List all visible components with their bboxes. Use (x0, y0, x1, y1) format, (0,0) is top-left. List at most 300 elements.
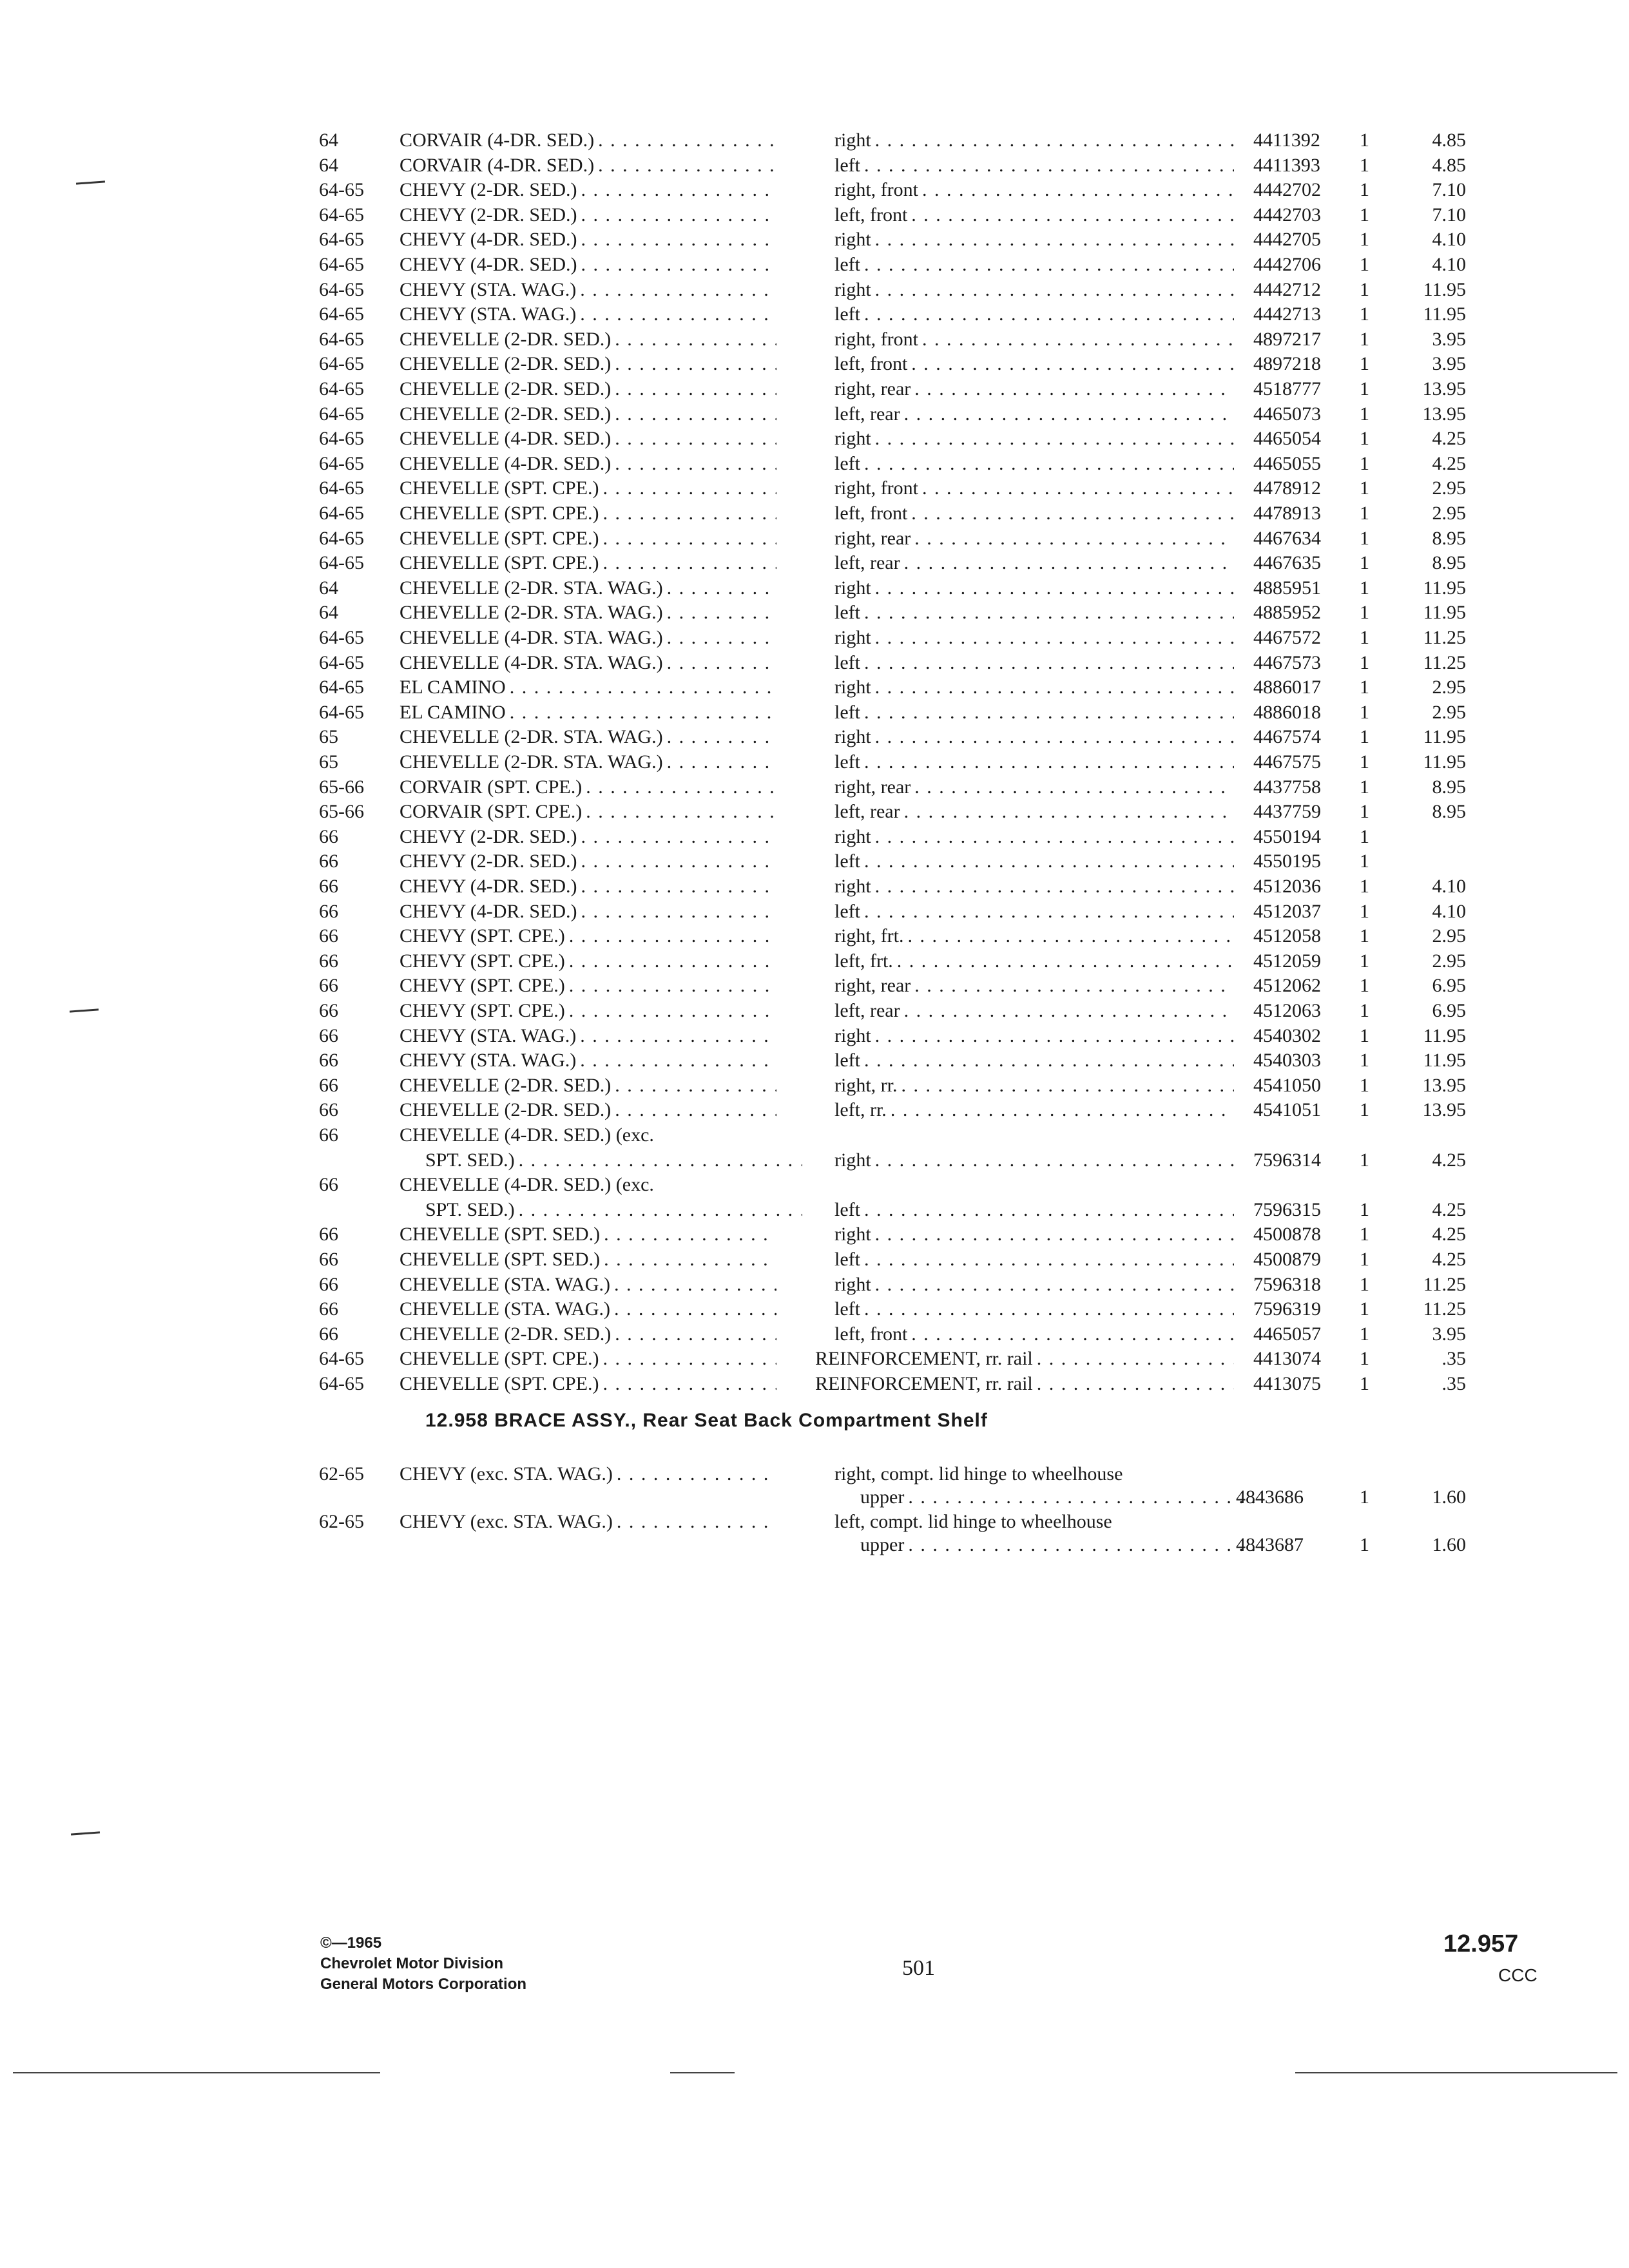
table-row (0, 600, 1629, 626)
part-number: 4442705 (1253, 229, 1321, 250)
model-year: 66 (319, 1075, 338, 1096)
part-description: right . . . (834, 824, 1234, 850)
part-description: right . . . (834, 575, 1234, 601)
price: 4.10 (1432, 876, 1466, 897)
quantity: 1 (1360, 378, 1369, 399)
model-name: CHEVELLE (2-DR. SED.) . . . (400, 1097, 776, 1123)
quantity: 1 (1360, 1224, 1369, 1245)
part-number: 4437759 (1253, 801, 1321, 822)
table-row (0, 426, 1629, 452)
part-number: 4413075 (1253, 1373, 1321, 1394)
part-description: right, frt. . . . (834, 923, 1234, 949)
part-number: 4518777 (1253, 378, 1321, 399)
model-name: CHEVELLE (SPT. SED.) . . . (400, 1222, 776, 1247)
quantity: 1 (1360, 303, 1369, 325)
table-row (0, 1222, 1629, 1247)
model-year: 65 (319, 751, 338, 773)
model-name: EL CAMINO . . . (400, 700, 776, 726)
model-name: CHEVY (4-DR. SED.) . . . (400, 252, 776, 278)
table-row (0, 849, 1629, 874)
price: 7.10 (1432, 204, 1466, 226)
model-year: 66 (319, 1249, 338, 1270)
footer-publisher (320, 1933, 526, 1995)
table-row (0, 202, 1629, 228)
table-row (0, 1148, 1629, 1173)
part-number: 4413074 (1253, 1348, 1321, 1369)
model-year: 64-65 (319, 378, 364, 399)
quantity: 1 (1360, 329, 1369, 350)
quantity: 1 (1360, 528, 1369, 549)
quantity: 1 (1360, 901, 1369, 922)
model-name: CHEVELLE (SPT. CPE.) . . . (400, 1371, 776, 1397)
price: 11.95 (1423, 1025, 1466, 1046)
model-year: 66 (319, 1000, 338, 1021)
part-number: 4478913 (1253, 503, 1321, 524)
model-name: CHEVELLE (2-DR. SED.) . . . (400, 351, 776, 377)
part-description: right, rear . . . (834, 526, 1234, 552)
table-row (0, 376, 1629, 402)
model-year: 66 (319, 1050, 338, 1071)
model-year: 62-65 (319, 1511, 364, 1532)
ccc-code: CCC (1498, 1965, 1537, 1985)
price: 13.95 (1422, 1075, 1466, 1096)
model-year: 64-65 (319, 303, 364, 325)
part-number: 4467635 (1253, 552, 1321, 573)
price: 2.95 (1432, 677, 1466, 698)
model-name: CHEVELLE (2-DR. STA. WAG.) . . . (400, 600, 776, 626)
page-number: 501 (902, 1956, 935, 1980)
table-row (0, 774, 1629, 800)
model-year: 66 (319, 1274, 338, 1295)
quantity: 1 (1360, 179, 1369, 200)
model-year: 64-65 (319, 403, 364, 425)
model-name: CHEVY (STA. WAG.) . . . (400, 302, 776, 327)
quantity: 1 (1360, 975, 1369, 996)
model-name: EL CAMINO . . . (400, 675, 776, 700)
part-description: right . . . (834, 227, 1234, 253)
table-row (0, 824, 1629, 850)
table-row (0, 1371, 1629, 1397)
part-description: left . . . (834, 1296, 1234, 1322)
table-row (0, 227, 1629, 253)
price: 4.25 (1432, 453, 1466, 474)
quantity: 1 (1360, 1050, 1369, 1071)
model-name: CHEVELLE (SPT. CPE.) . . . (400, 476, 776, 501)
quantity: 1 (1360, 403, 1369, 425)
table-row (0, 1321, 1629, 1347)
quantity: 1 (1360, 1249, 1369, 1270)
quantity: 1 (1360, 1534, 1369, 1555)
table-row (0, 650, 1629, 676)
quantity: 1 (1360, 155, 1369, 176)
table-row (0, 899, 1629, 925)
part-description: left . . . (834, 650, 1234, 676)
part-number: 4442703 (1253, 204, 1321, 226)
table-row (0, 923, 1629, 949)
quantity: 1 (1360, 1486, 1369, 1508)
footer-copyright: ©—1965 (320, 1934, 382, 1952)
part-description-continued: upper . . . (860, 1532, 1260, 1558)
part-number: 4541051 (1253, 1099, 1321, 1120)
part-description: left . . . (834, 749, 1234, 775)
quantity: 1 (1360, 726, 1369, 747)
part-number: 4465055 (1253, 453, 1321, 474)
model-name: CHEVELLE (2-DR. STA. WAG.) . . . (400, 724, 776, 750)
model-year: 64-65 (319, 179, 364, 200)
part-number: 4897218 (1253, 353, 1321, 374)
model-name: CHEVY (2-DR. SED.) . . . (400, 202, 776, 228)
table-row (0, 1272, 1629, 1298)
price: 3.95 (1432, 1323, 1466, 1345)
model-name: CHEVELLE (2-DR. STA. WAG.) . . . (400, 575, 776, 601)
model-year: 64-65 (319, 552, 364, 573)
part-description: right, rear . . . (834, 774, 1234, 800)
part-number: 4541050 (1253, 1075, 1321, 1096)
price: 4.25 (1432, 1249, 1466, 1270)
price: 13.95 (1422, 1099, 1466, 1120)
part-number: 4512036 (1253, 876, 1321, 897)
model-year: 64-65 (319, 702, 364, 723)
price: 11.95 (1423, 1050, 1466, 1071)
table-row (0, 1247, 1629, 1273)
price: 2.95 (1432, 477, 1466, 499)
part-description: left, front . . . (834, 351, 1234, 377)
footer-corporation: General Motors Corporation (320, 1975, 527, 1993)
table-row (0, 1172, 1629, 1198)
quantity: 1 (1360, 503, 1369, 524)
price: 11.95 (1423, 726, 1466, 747)
table-row (0, 998, 1629, 1024)
part-number: 4467575 (1253, 751, 1321, 773)
model-name: CHEVY (STA. WAG.) . . . (400, 1023, 776, 1049)
part-description: right, compt. lid hinge to wheelhouse (834, 1463, 1123, 1485)
table-row (0, 128, 1629, 153)
model-year: 66 (319, 1124, 338, 1146)
price: 8.95 (1432, 801, 1466, 822)
price: 4.25 (1432, 428, 1466, 449)
model-name: CHEVY (SPT. CPE.) . . . (400, 948, 776, 974)
table-row (0, 401, 1629, 427)
part-description: right, front . . . (834, 327, 1234, 352)
part-description: left . . . (834, 600, 1234, 626)
price: 1.60 (1432, 1534, 1466, 1555)
price: 11.95 (1423, 577, 1466, 599)
model-year: 64-65 (319, 453, 364, 474)
model-name: CORVAIR (SPT. CPE.) . . . (400, 774, 776, 800)
part-description: left, rear . . . (834, 401, 1234, 427)
table-row (0, 874, 1629, 899)
price: 1.60 (1432, 1486, 1466, 1508)
quantity: 1 (1360, 453, 1369, 474)
model-year: 64-65 (319, 652, 364, 673)
part-description: left, rear . . . (834, 550, 1234, 576)
margin-mark (71, 1831, 100, 1835)
part-description: left . . . (834, 1247, 1234, 1273)
part-description: right, rear . . . (834, 973, 1234, 999)
part-description: right, rear . . . (834, 376, 1234, 402)
part-description: right, front . . . (834, 476, 1234, 501)
price: 11.95 (1423, 279, 1466, 300)
part-description: right . . . (834, 1222, 1234, 1247)
table-row (0, 1023, 1629, 1049)
model-year: 64 (319, 155, 338, 176)
part-description: right . . . (834, 724, 1234, 750)
table-row (0, 799, 1629, 825)
table-row (0, 1509, 1629, 1535)
price: 4.85 (1432, 130, 1466, 151)
table-row (0, 451, 1629, 477)
part-description: left, front . . . (834, 1321, 1234, 1347)
part-description: right . . . (834, 625, 1234, 651)
price: 4.10 (1432, 901, 1466, 922)
part-number: 4885952 (1253, 602, 1321, 623)
quantity: 1 (1360, 677, 1369, 698)
table-row (0, 1197, 1629, 1223)
model-name: CHEVY (SPT. CPE.) . . . (400, 973, 776, 999)
price: 11.25 (1423, 1274, 1466, 1295)
model-name: CHEVELLE (2-DR. STA. WAG.) . . . (400, 749, 776, 775)
model-year: 66 (319, 1298, 338, 1320)
part-number: 4437758 (1253, 776, 1321, 798)
model-name: CHEVELLE (SPT. CPE.) . . . (400, 550, 776, 576)
model-name: CHEVY (STA. WAG.) . . . (400, 1048, 776, 1073)
part-description: left, rr. . . . (834, 1097, 1234, 1123)
model-name: CHEVY (SPT. CPE.) . . . (400, 998, 776, 1024)
part-number: 4478912 (1253, 477, 1321, 499)
price: 2.95 (1432, 950, 1466, 972)
footer-division: Chevrolet Motor Division (320, 1955, 504, 1972)
model-year: 64-65 (319, 329, 364, 350)
quantity: 1 (1360, 1000, 1369, 1021)
quantity: 1 (1360, 254, 1369, 275)
quantity: 1 (1360, 602, 1369, 623)
quantity: 1 (1360, 1323, 1369, 1345)
model-name: CORVAIR (4-DR. SED.) . . . (400, 128, 776, 153)
model-year: 64-65 (319, 677, 364, 698)
part-description: right . . . (834, 128, 1234, 153)
part-number: 4467634 (1253, 528, 1321, 549)
part-description: left, rear . . . (834, 998, 1234, 1024)
model-name: CHEVELLE (4-DR. SED.) (exc. (400, 1124, 654, 1146)
model-year: 64 (319, 577, 338, 599)
quantity: 1 (1360, 751, 1369, 773)
model-name: CHEVELLE (SPT. CPE.) . . . (400, 501, 776, 526)
part-number: 4467573 (1253, 652, 1321, 673)
model-year: 64-65 (319, 528, 364, 549)
table-row (0, 550, 1629, 576)
model-name: CHEVY (2-DR. SED.) . . . (400, 177, 776, 203)
price: 8.95 (1432, 776, 1466, 798)
part-number: 4442712 (1253, 279, 1321, 300)
model-name: CHEVY (4-DR. SED.) . . . (400, 227, 776, 253)
model-name: CHEVY (exc. STA. WAG.) . . . (400, 1509, 776, 1535)
model-name: CORVAIR (4-DR. SED.) . . . (400, 153, 776, 178)
model-year: 66 (319, 950, 338, 972)
table-row (0, 973, 1629, 999)
model-name: CHEVELLE (2-DR. SED.) . . . (400, 327, 776, 352)
model-year: 64 (319, 602, 338, 623)
part-description: left . . . (834, 849, 1234, 874)
price: 6.95 (1432, 975, 1466, 996)
price: 8.95 (1432, 552, 1466, 573)
model-year: 62-65 (319, 1463, 364, 1485)
quantity: 1 (1360, 130, 1369, 151)
part-description: left . . . (834, 700, 1234, 726)
quantity: 1 (1360, 353, 1369, 374)
part-number: 4550195 (1253, 850, 1321, 872)
part-number: 4467572 (1253, 627, 1321, 648)
table-row (0, 153, 1629, 178)
price: 11.95 (1423, 751, 1466, 773)
part-number: 4512058 (1253, 925, 1321, 947)
part-number: 4885951 (1253, 577, 1321, 599)
table-row (0, 724, 1629, 750)
bottom-rule (13, 2072, 380, 2073)
model-name: CHEVELLE (4-DR. SED.) . . . (400, 426, 776, 452)
part-description: left, rear . . . (834, 799, 1234, 825)
model-year: 65 (319, 726, 338, 747)
part-number: 4843687 (1236, 1534, 1304, 1555)
price: 4.25 (1432, 1149, 1466, 1171)
price: 4.25 (1432, 1199, 1466, 1220)
price: 7.10 (1432, 179, 1466, 200)
table-row (0, 1073, 1629, 1099)
model-name: CHEVELLE (2-DR. SED.) . . . (400, 376, 776, 402)
model-year: 66 (319, 1174, 338, 1195)
part-number: 4500878 (1253, 1224, 1321, 1245)
model-name: CHEVY (2-DR. SED.) . . . (400, 849, 776, 874)
quantity: 1 (1360, 1199, 1369, 1220)
quantity: 1 (1360, 428, 1369, 449)
price: 4.85 (1432, 155, 1466, 176)
part-number: 4886018 (1253, 702, 1321, 723)
price: 2.95 (1432, 503, 1466, 524)
price: 2.95 (1432, 702, 1466, 723)
part-number: 4467574 (1253, 726, 1321, 747)
part-number: 4411392 (1253, 130, 1320, 151)
section-code: 12.957 (1443, 1930, 1519, 1957)
table-row (0, 625, 1629, 651)
part-number: 7596314 (1253, 1149, 1321, 1171)
price: 11.25 (1423, 627, 1466, 648)
part-number: 4500879 (1253, 1249, 1321, 1270)
model-year: 64-65 (319, 477, 364, 499)
table-row (0, 1122, 1629, 1148)
price: 8.95 (1432, 528, 1466, 549)
part-description-continued: upper . . . (860, 1485, 1260, 1510)
part-description: left . . . (834, 252, 1234, 278)
part-description: right . . . (834, 675, 1234, 700)
model-year: 64-65 (319, 279, 364, 300)
model-year: 64-65 (319, 254, 364, 275)
table-row (0, 575, 1629, 601)
part-number: 4512059 (1253, 950, 1321, 972)
table-row (0, 327, 1629, 352)
part-number: 4442702 (1253, 179, 1321, 200)
model-year: 64-65 (319, 204, 364, 226)
model-year: 65-66 (319, 801, 364, 822)
part-number: 4411393 (1253, 155, 1320, 176)
quantity: 1 (1360, 950, 1369, 972)
part-description: left . . . (834, 1197, 1234, 1223)
model-name: CHEVELLE (4-DR. STA. WAG.) . . . (400, 625, 776, 651)
part-number: 4843686 (1236, 1486, 1304, 1508)
model-name: CHEVELLE (4-DR. STA. WAG.) . . . (400, 650, 776, 676)
model-year: 65-66 (319, 776, 364, 798)
model-name: CHEVELLE (SPT. SED.) . . . (400, 1247, 776, 1273)
price: 3.95 (1432, 353, 1466, 374)
table-row (0, 177, 1629, 203)
model-name: CHEVELLE (4-DR. SED.) (exc. (400, 1174, 654, 1195)
part-number: 4886017 (1253, 677, 1321, 698)
model-year: 64 (319, 130, 338, 151)
table-row (0, 675, 1629, 700)
part-description: right . . . (834, 1148, 1234, 1173)
model-year: 66 (319, 1323, 338, 1345)
model-year: 64-65 (319, 353, 364, 374)
model-year: 66 (319, 901, 338, 922)
price: 11.25 (1423, 652, 1466, 673)
model-name: CHEVY (4-DR. SED.) . . . (400, 874, 776, 899)
quantity: 1 (1360, 876, 1369, 897)
part-number: 4512062 (1253, 975, 1321, 996)
quantity: 1 (1360, 1025, 1369, 1046)
price: 11.95 (1423, 303, 1466, 325)
quantity: 1 (1360, 477, 1369, 499)
price: 4.10 (1432, 254, 1466, 275)
part-number: 4512037 (1253, 901, 1321, 922)
part-description: left . . . (834, 153, 1234, 178)
part-description: right . . . (834, 277, 1234, 303)
model-name: CHEVELLE (STA. WAG.) . . . (400, 1296, 776, 1322)
part-number: 4540303 (1253, 1050, 1321, 1071)
quantity: 1 (1360, 279, 1369, 300)
price: 13.95 (1422, 403, 1466, 425)
part-number: 4465057 (1253, 1323, 1321, 1345)
part-description: right . . . (834, 1023, 1234, 1049)
table-row (0, 1485, 1629, 1510)
part-description: REINFORCEMENT, rr. rail . . . (815, 1371, 1234, 1397)
model-year: 66 (319, 1099, 338, 1120)
table-row (0, 351, 1629, 377)
table-row (0, 1346, 1629, 1372)
quantity: 1 (1360, 1348, 1369, 1369)
quantity: 1 (1360, 627, 1369, 648)
part-number: 4465054 (1253, 428, 1321, 449)
part-number: 7596318 (1253, 1274, 1321, 1295)
quantity: 1 (1360, 1298, 1369, 1320)
model-year: 66 (319, 975, 338, 996)
table-row (0, 749, 1629, 775)
quantity: 1 (1360, 826, 1369, 847)
table-row (0, 252, 1629, 278)
model-year: 64-65 (319, 1348, 364, 1369)
model-name: CHEVY (4-DR. SED.) . . . (400, 899, 776, 925)
table-row (0, 948, 1629, 974)
model-name: CHEVY (SPT. CPE.) . . . (400, 923, 776, 949)
part-description: left, front . . . (834, 501, 1234, 526)
quantity: 1 (1360, 1075, 1369, 1096)
quantity: 1 (1360, 204, 1369, 226)
quantity: 1 (1360, 1099, 1369, 1120)
price: 4.10 (1432, 229, 1466, 250)
bottom-rule (1295, 2072, 1617, 2073)
part-description: left, frt. . . . (834, 948, 1234, 974)
part-number: 7596315 (1253, 1199, 1321, 1220)
part-description: REINFORCEMENT, rr. rail . . . (815, 1346, 1234, 1372)
price: 11.25 (1423, 1298, 1466, 1320)
model-name: CHEVY (2-DR. SED.) . . . (400, 824, 776, 850)
